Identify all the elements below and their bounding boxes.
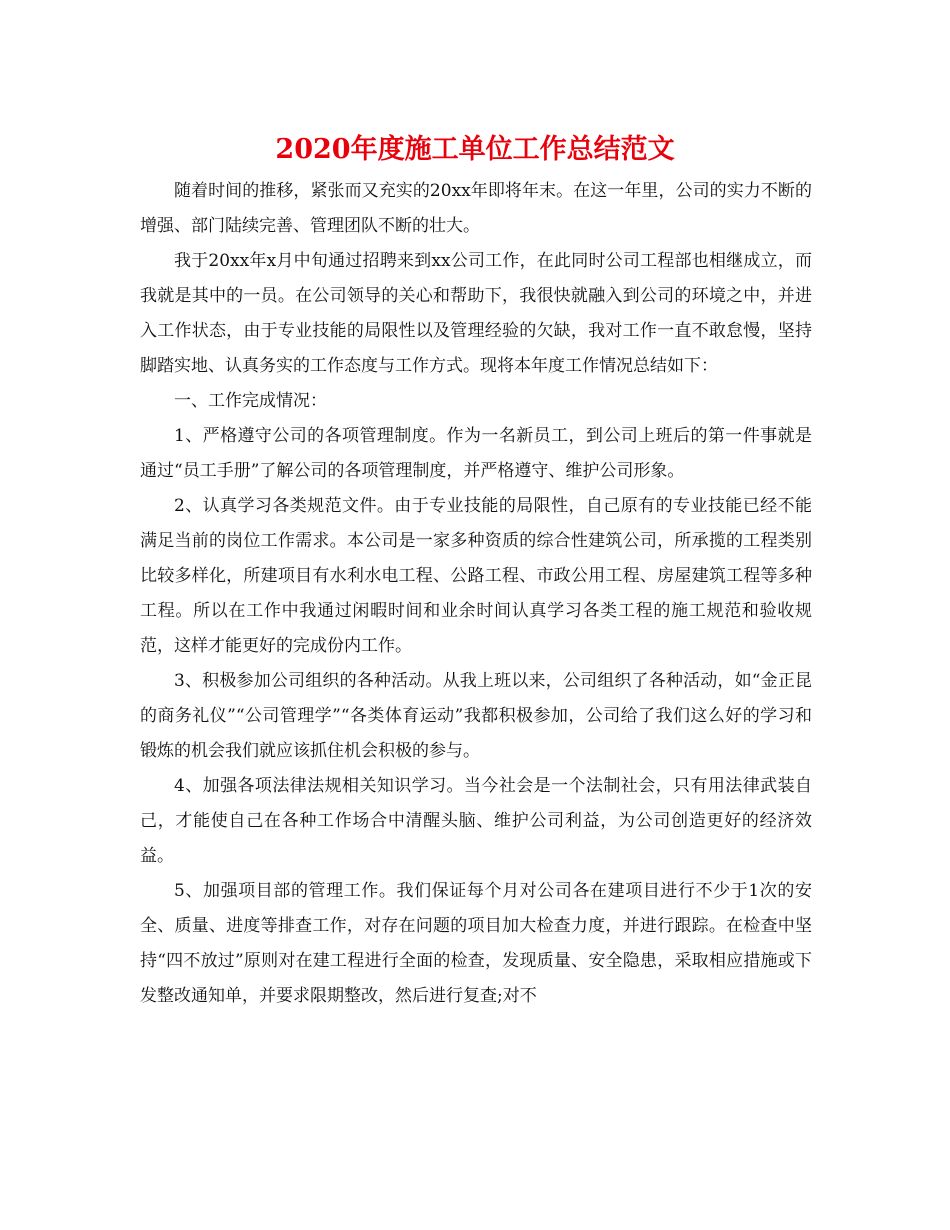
paragraph-item-5: 5、加强项目部的管理工作。我们保证每个月对公司各在建项目进行不少于1次的安全、质量、进度等排查工作，对存在问题的项目加大检查力度，并进行跟踪。在检查中坚持“四不放过”原则对在建工程进行全面的检查，发现质量、安全隐患，采取相应措施或下发整改通知单，并要求限期整改，然后进行复查;对不 xyxy=(140,881,812,1006)
paragraph-item-4: 4、加强各项法律法规相关知识学习。当今社会是一个法制社会，只有用法律武装自己，才能使自己在各种工作场合中清醒头脑、维护公司利益，为公司创造更好的经济效益。 xyxy=(140,776,812,866)
paragraph-item-2: 2、认真学习各类规范文件。由于专业技能的局限性，自己原有的专业技能已经不能满足当前的岗位工作需求。本公司是一家多种资质的综合性建筑公司，所承揽的工程类别比较多样化，所建项目有水利水电工程、公路工程、市政公用工程、房屋建筑工程等多种工程。所以在工作中我通过闲暇时间和业余时间认真学习各类工程的施工规范和验收规范，这样才能更好的完成份内工作。 xyxy=(140,496,812,656)
document-body xyxy=(140,174,812,1014)
paragraph-item-1: 1、严格遵守公司的各项管理制度。作为一名新员工，到公司上班后的第一件事就是通过“员工手册”了解公司的各项管理制度，并严格遵守、维护公司形象。 xyxy=(140,426,812,481)
paragraph-background: 我于20xx年x月中旬通过招聘来到xx公司工作，在此同时公司工程部也相继成立，而我就是其中的一员。在公司领导的关心和帮助下，我很快就融入到公司的环境之中，并进入工作状态，由于专业技能的局限性以及管理经验的欠缺，我对工作一直不敢怠慢，坚持脚踏实地、认真务实的工作态度与工作方式。现将本年度工作情况总结如下： xyxy=(140,251,812,376)
document-title: 2020年度施工单位工作总结范文 xyxy=(275,134,675,165)
paragraph-item-3: 3、积极参加公司组织的各种活动。从我上班以来，公司组织了各种活动，如“金正昆的商务礼仪”“公司管理学”“各类体育运动”我都积极参加，公司给了我们这么好的学习和锻炼的机会我们就应该抓住机会积极的参与。 xyxy=(140,671,812,761)
section-heading-work-completion: 一、工作完成情况： xyxy=(174,391,327,411)
paragraph-intro: 随着时间的推移，紧张而又充实的20xx年即将年末。在这一年里，公司的实力不断的增强、部门陆续完善、管理团队不断的壮大。 xyxy=(140,181,812,236)
